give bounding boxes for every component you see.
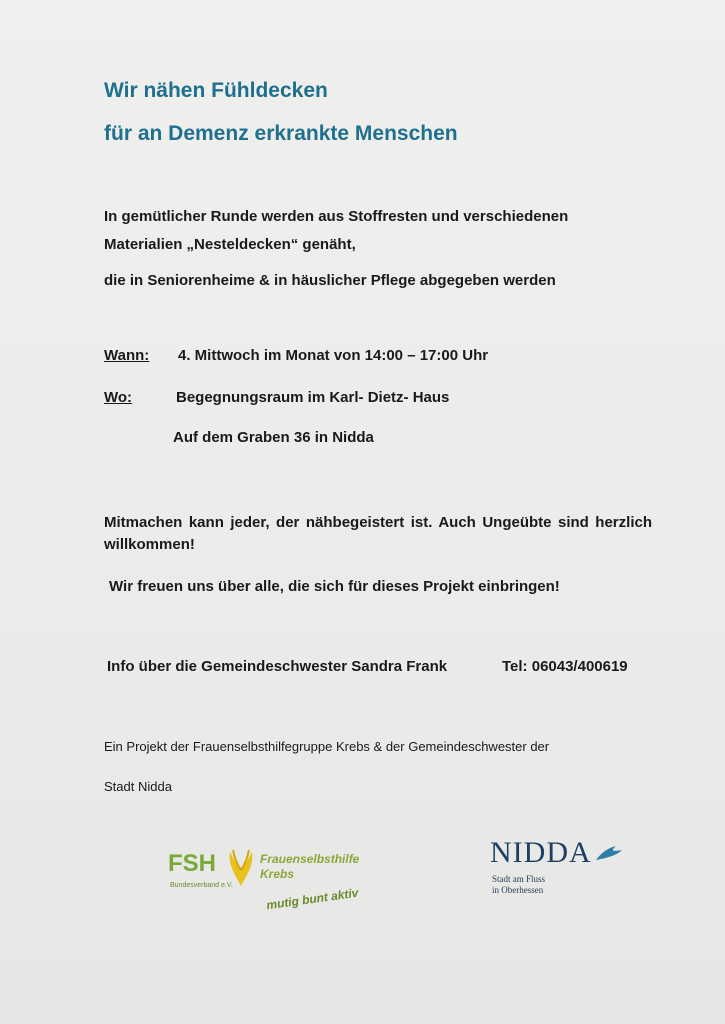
invitation-text: Mitmachen kann jeder, der nähbegeistert ist. Auch Ungeübte sind herzlich willkommen! (104, 514, 652, 553)
where-label: Wo: (104, 389, 133, 406)
where-value-line-1: Begegnungsraum im Karl- Dietz- Haus (176, 389, 450, 406)
when-label: Wann: (104, 347, 150, 364)
intro-line-1: In gemütlicher Runde werden aus Stoffresten und verschiedenen (104, 208, 569, 225)
fsh-logo (168, 842, 368, 932)
thanks-text: Wir freuen uns über alle, die sich für dieses Projekt einbringen! (109, 578, 560, 595)
where-value-line-2: Auf dem Graben 36 in Nidda (173, 429, 374, 446)
when-value: 4. Mittwoch im Monat von 14:00 – 17:00 Uhr (178, 347, 489, 364)
contact-phone: Tel: 06043/400619 (502, 658, 628, 675)
title-line-2: für an Demenz erkrankte Menschen (104, 122, 458, 145)
intro-line-3: die in Seniorenheime & in häuslicher Pflege abgegeben werden (104, 272, 556, 289)
nidda-sub-line-1: Stadt am Fluss (492, 874, 546, 884)
nidda-sub-line-2: in Oberhessen (492, 885, 544, 895)
fsh-name-line-2: Krebs (260, 867, 295, 881)
fsh-slogan: mutig bunt aktiv (265, 885, 360, 913)
project-line-2: Stadt Nidda (104, 779, 172, 794)
fsh-emblem-icon (226, 846, 256, 892)
fsh-abbr: FSH (168, 850, 216, 877)
nidda-name: NIDDA (490, 836, 592, 869)
nidda-logo (490, 836, 640, 906)
bird-icon (594, 842, 624, 864)
fsh-sub: Bundesverband e.V. (170, 882, 233, 889)
fsh-name-line-1: Frauenselbsthilfe (260, 852, 360, 866)
contact-info: Info über die Gemeindeschwester Sandra Frank (107, 658, 448, 675)
title-line-1: Wir nähen Fühldecken (104, 79, 328, 102)
project-line-1: Ein Projekt der Frauenselbsthilfegruppe Krebs & der Gemeindeschwester der (104, 739, 550, 754)
intro-line-2: Materialien „Nesteldecken“ genäht, (104, 236, 356, 253)
